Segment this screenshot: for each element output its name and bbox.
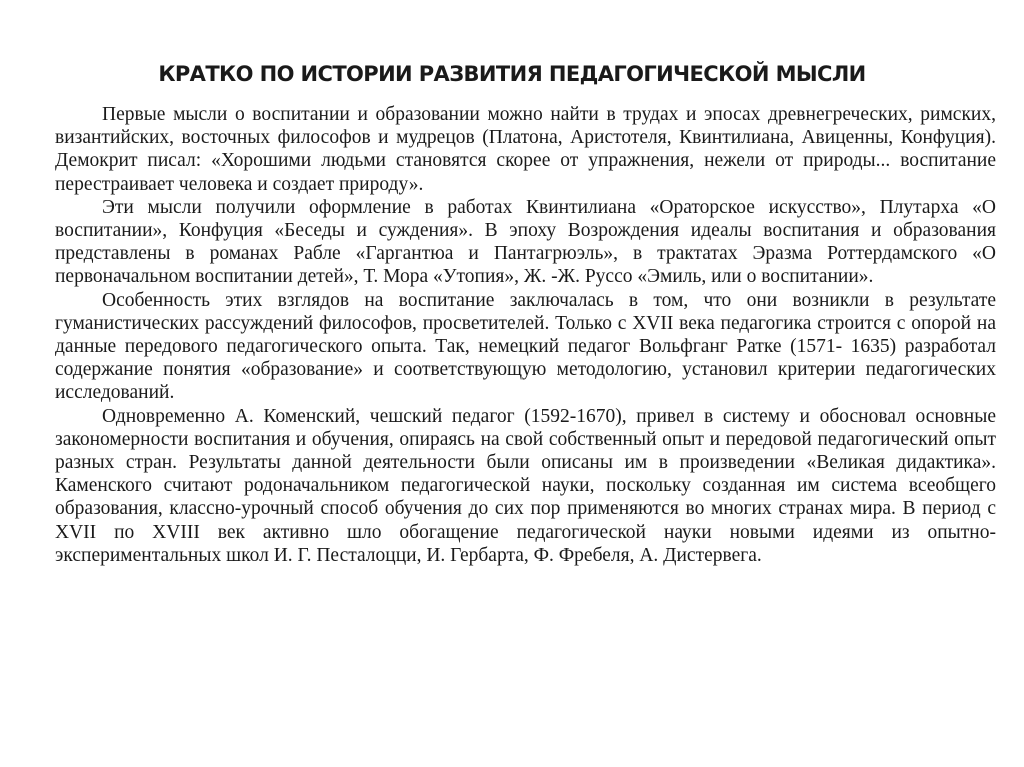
slide-body — [55, 103, 996, 567]
paragraph-3: Особенность этих взглядов на воспитание заключалась в том, что они возникли в результате гуманистических рассуждений философов, просветителей. Только с XVII века педагогика строится с опорой на данные передового педагогического опыта. Так, немецкий педагог Вольфганг Ратке (1571- 1635) разработал содержание понятия «образование» и соответствующую методологию, установил критерии педагогических исследований. — [55, 289, 996, 404]
slide-title: КРАТКО ПО ИСТОРИИ РАЗВИТИЯ ПЕДАГОГИЧЕСКОЙ МЫСЛИ — [158, 62, 866, 86]
paragraph-2: Эти мысли получили оформление в работах Квинтилиана «Ораторское искусство», Плутарха «О воспитании», Конфуция «Беседы и суждения». В эпоху Возрождения идеалы воспитания и образования представлены в романах Рабле «Гаргантюа и Пантагрюэль», в трактатах Эразма Роттердамского «О первоначальном воспитании детей», Т. Мора «Утопия», Ж. -Ж. Руссо «Эмиль, или о воспитании». — [55, 196, 996, 288]
paragraph-1: Первые мысли о воспитании и образовании можно найти в трудах и эпосах древнегреческих, римских, византийских, восточных философов и мудрецов (Платона, Аристотеля, Квинтилиана, Авиценны, Конфуция). Демокрит писал: «Хорошими людьми становятся скорее от упражнения, нежели от природы... воспитание перестраивает человека и создает природу». — [55, 104, 996, 195]
paragraph-4: Одновременно А. Коменский, чешский педагог (1592-1670), привел в систему и обосновал основные закономерности воспитания и обучения, опираясь на свой собственный опыт и передовой педагогический опыт разных стран. Результаты данной деятельности были описаны им в произведении «Великая дидактика». Каменского считают родоначальником педагогической науки, поскольку созданная им система всеобщего образования, классно-урочный способ обучения до сих пор применяются во многих странах мира. В период с XVII по XVIII век активно шло обогащение педагогической науки новыми идеями из опытно-экспериментальных школ И. Г. Песталоцци, И. Гербарта, Ф. Фребеля, А. Дистервега. — [55, 405, 996, 566]
